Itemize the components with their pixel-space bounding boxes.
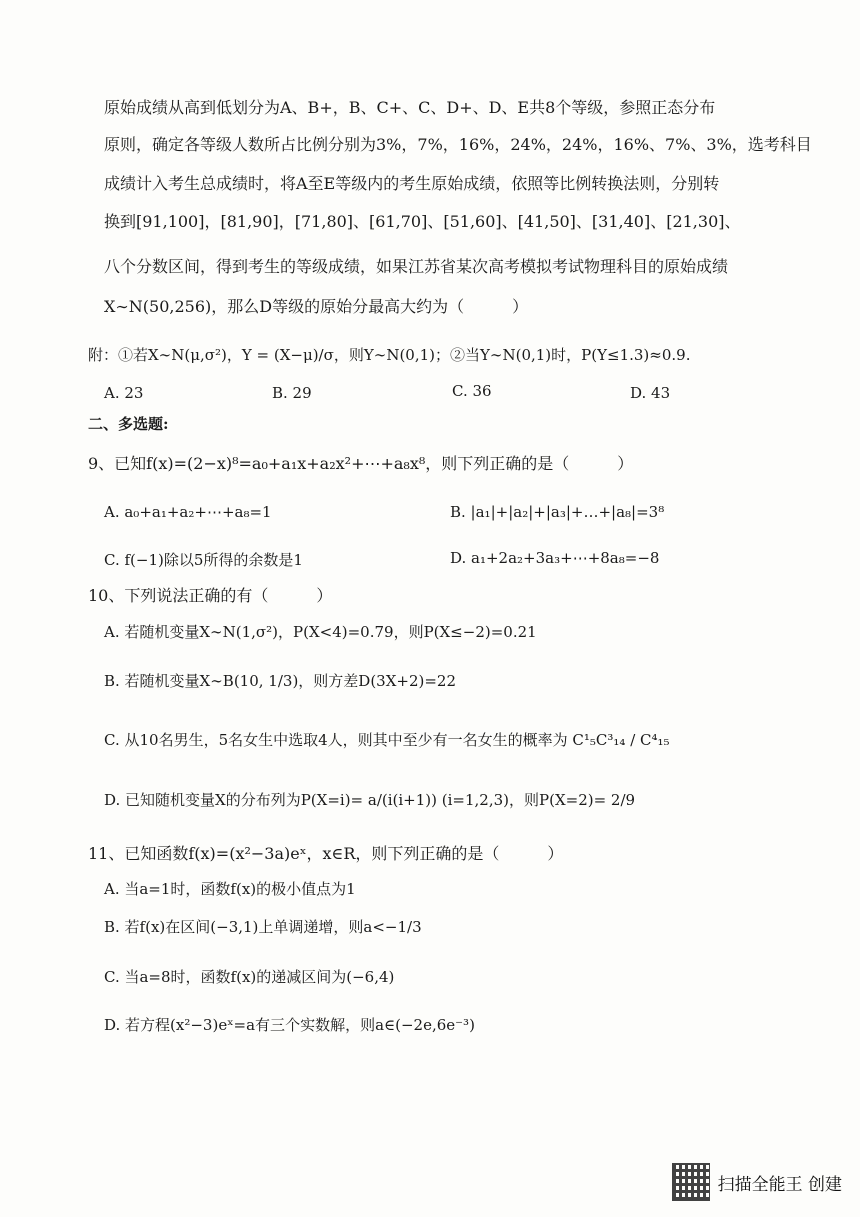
q9-option-d: D. a₁+2a₂+3a₃+⋯+8a₈=−8 <box>450 549 660 567</box>
q10-option-d: D. 已知随机变量X的分布列为P(X=i)= a/(i(i+1)) (i=1,2,3)，则P(X=2)= 2/9 <box>104 791 636 809</box>
q9-stem: 9、已知f(x)=(2−x)⁸=a₀+a₁x+a₂x²+⋯+a₈x⁸，则下列正确的是（ ） <box>88 454 634 473</box>
q11-option-c: C. 当a=8时，函数f(x)的递减区间为(−6,4) <box>104 968 395 986</box>
q9-option-b: B. |a₁|+|a₂|+|a₃|+…+|a₈|=3⁸ <box>450 503 665 521</box>
q9-option-c: C. f(−1)除以5所得的余数是1 <box>104 551 303 569</box>
q9-option-a: A. a₀+a₁+a₂+⋯+a₈=1 <box>104 503 272 521</box>
q11-option-d: D. 若方程(x²−3)eˣ=a有三个实数解，则a∈(−2e,6e⁻³) <box>104 1016 475 1034</box>
paragraph-line-3: 成绩计入考生总成绩时，将A至E等级内的考生原始成绩，依照等比例转换法则，分别转 <box>104 174 720 193</box>
section-title: 二、多选题: <box>88 415 169 433</box>
q8-option-a: A. 23 <box>104 384 144 402</box>
paragraph-line-1: 原始成绩从高到低划分为A、B+，B、C+、C、D+、D、E共8个等级，参照正态分布 <box>104 98 716 117</box>
q11-option-b: B. 若f(x)在区间(−3,1)上单调递增，则a<−1/3 <box>104 918 422 936</box>
q10-stem: 10、下列说法正确的有（ ） <box>88 586 333 605</box>
paragraph-line-2: 原则，确定各等级人数所占比例分别为3%，7%，16%，24%，24%，16%、7%、3%，选考科目 <box>104 135 812 154</box>
q11-stem: 11、已知函数f(x)=(x²−3a)eˣ，x∈R，则下列正确的是（ ） <box>88 844 564 863</box>
q10-option-a: A. 若随机变量X∼N(1,σ²)，P(X<4)=0.79，则P(X≤−2)=0.21 <box>104 623 537 641</box>
q11-option-a: A. 当a=1时，函数f(x)的极小值点为1 <box>104 880 356 898</box>
paragraph-line-4: 换到[91,100]，[81,90]，[71,80]、[61,70]、[51,60]、[41,50]、[31,40]、[21,30]、 <box>104 212 741 231</box>
paragraph-line-6: X∼N(50,256)，那么D等级的原始分最高大约为（ ） <box>104 297 529 316</box>
qr-code-icon <box>672 1163 710 1201</box>
scanner-watermark <box>672 1163 842 1201</box>
q10-option-b: B. 若随机变量X∼B(10, 1/3)，则方差D(3X+2)=22 <box>104 672 457 690</box>
q8-option-d: D. 43 <box>630 384 671 402</box>
q8-option-c: C. 36 <box>452 382 492 400</box>
appendix-note: 附：①若X∼N(μ,σ²)，Y = (X−μ)/σ，则Y∼N(0,1)；②当Y∼N(0,1)时，P(Y≤1.3)≈0.9. <box>88 346 691 364</box>
q10-option-c: C. 从10名男生，5名女生中选取4人，则其中至少有一名女生的概率为 C¹₅C³₁₄ / C⁴₁₅ <box>104 731 670 749</box>
watermark-text: 扫描全能王 创建 <box>717 1174 842 1195</box>
paragraph-line-5: 八个分数区间，得到考生的等级成绩，如果江苏省某次高考模拟考试物理科目的原始成绩 <box>104 257 729 276</box>
q8-option-b: B. 29 <box>272 384 312 402</box>
